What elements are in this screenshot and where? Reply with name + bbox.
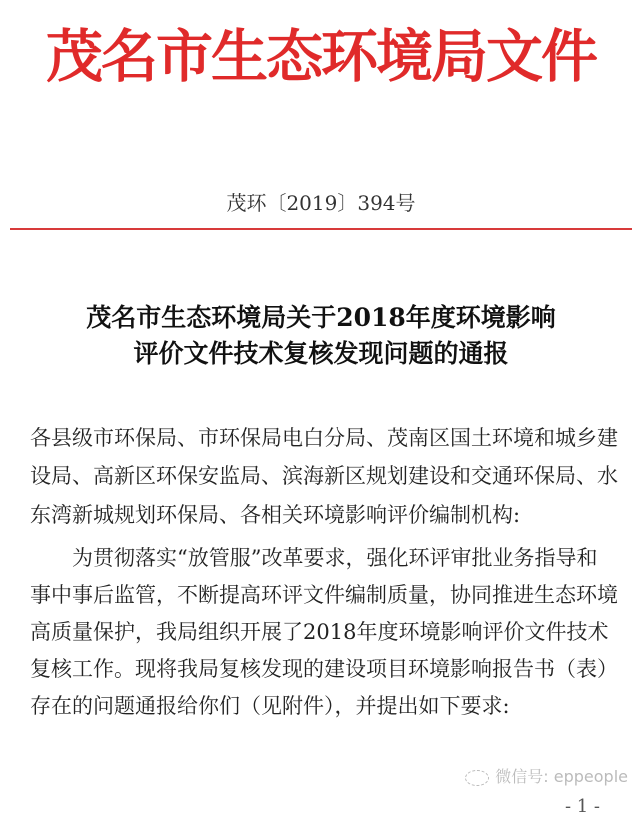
document-title: 茂名市生态环境局文件 [46,23,596,90]
body-line: 高质量保护，我局组织开展了2018年度环境影响评价文件技术 [30,620,609,644]
heading-line-1: 茂名市生态环境局关于2018年度环境影响 [86,303,556,332]
wechat-watermark [465,766,628,788]
body-line: 存在的问题通报给你们（见附件），并提出如下要求: [30,694,510,718]
body-line: 各县级市环保局、市环保局电白分局、茂南区国土环境和城乡建 [30,426,618,450]
body-line: 设局、高新区环保安监局、滨海新区规划建设和交通环保局、水 [30,464,618,488]
body-line: 为贯彻落实“放管服”改革要求，强化环评审批业务指导和 [30,546,598,570]
body-line: 复核工作。现将我局复核发现的建设项目环境影响报告书（表） [30,657,618,681]
body-line: 事中事后监管，不断提高环评文件编制质量，协同推进生态环境 [30,583,618,607]
document-number: 茂环〔2019〕394号 [226,191,416,215]
watermark-text: 微信号: eppeople [495,767,628,786]
red-divider [10,228,632,230]
wechat-icon [465,770,489,786]
heading-line-2: 评价文件技术复核发现问题的通报 [133,339,509,368]
page-number: - 1 - [564,796,600,817]
body-line: 东湾新城规划环保局、各相关环境影响评价编制机构: [30,503,521,527]
